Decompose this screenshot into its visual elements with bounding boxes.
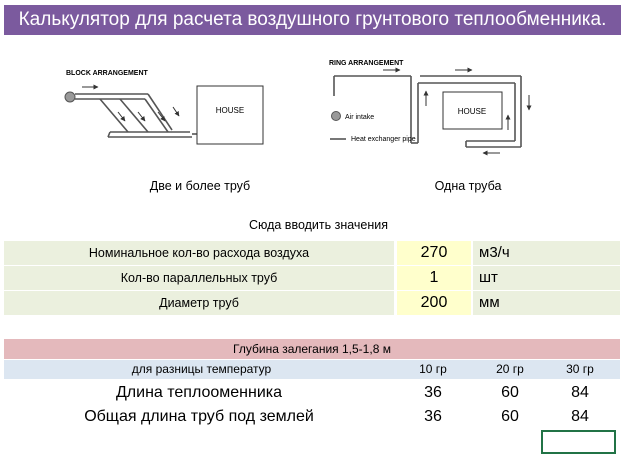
diff-col-20: 20 гр <box>496 362 524 376</box>
ring-house-label: HOUSE <box>457 107 487 116</box>
exchanger-length-10: 36 <box>424 384 442 401</box>
depth-header: Глубина залегания 1,5-1,8 м <box>4 339 620 359</box>
total-length-10: 36 <box>424 408 442 425</box>
result-row-exchanger-length <box>0 382 637 404</box>
block-house-label: HOUSE <box>215 106 245 115</box>
diameter-unit: мм <box>473 291 620 315</box>
temperature-diff-label: для разницы температур <box>131 362 272 376</box>
exchanger-length-label: Длина теплооменника <box>115 384 283 401</box>
page-title: Калькулятор для расчета воздушного грунтового теплообменника. <box>4 5 621 35</box>
pipe-count-unit: шт <box>473 266 620 290</box>
air-intake-legend-icon <box>332 112 341 121</box>
diameter-label: Диаметр труб <box>4 291 394 315</box>
result-row-total-length <box>0 406 637 428</box>
total-length-30: 84 <box>571 408 589 425</box>
total-length-20: 60 <box>501 408 519 425</box>
exchanger-length-30: 84 <box>571 384 589 401</box>
input-row-airflow <box>4 241 620 265</box>
selected-cell[interactable] <box>541 430 616 454</box>
pipe-count-input[interactable]: 1 <box>397 266 471 290</box>
input-row-diameter <box>4 291 620 315</box>
diff-col-30: 30 гр <box>566 362 594 376</box>
block-arrangement-heading: BLOCK ARRANGEMENT <box>66 70 148 77</box>
exchanger-length-20: 60 <box>501 384 519 401</box>
pipe-legend-label: Heat exchanger pipe <box>351 136 416 143</box>
input-row-pipe-count <box>4 266 620 290</box>
total-length-label: Общая длина труб под землей <box>84 408 314 425</box>
block-house-box <box>197 86 263 144</box>
diameter-input[interactable]: 200 <box>397 291 471 315</box>
pipe-count-label: Кол-во параллельных труб <box>4 266 394 290</box>
airflow-label: Номинальное кол-во расхода воздуха <box>4 241 394 265</box>
air-intake-icon <box>65 92 75 102</box>
air-intake-legend-label: Air intake <box>345 114 375 121</box>
diff-col-10: 10 гр <box>419 362 447 376</box>
block-caption: Две и более труб <box>149 179 251 193</box>
ring-caption: Одна труба <box>434 179 502 193</box>
input-hint: Сюда вводить значения <box>248 218 389 232</box>
ring-arrangement-heading: RING ARRANGEMENT <box>329 60 404 67</box>
temperature-diff-header <box>4 360 620 379</box>
airflow-input[interactable]: 270 <box>397 241 471 265</box>
airflow-unit: м3/ч <box>473 241 620 265</box>
arrangement-diagrams <box>0 50 637 190</box>
